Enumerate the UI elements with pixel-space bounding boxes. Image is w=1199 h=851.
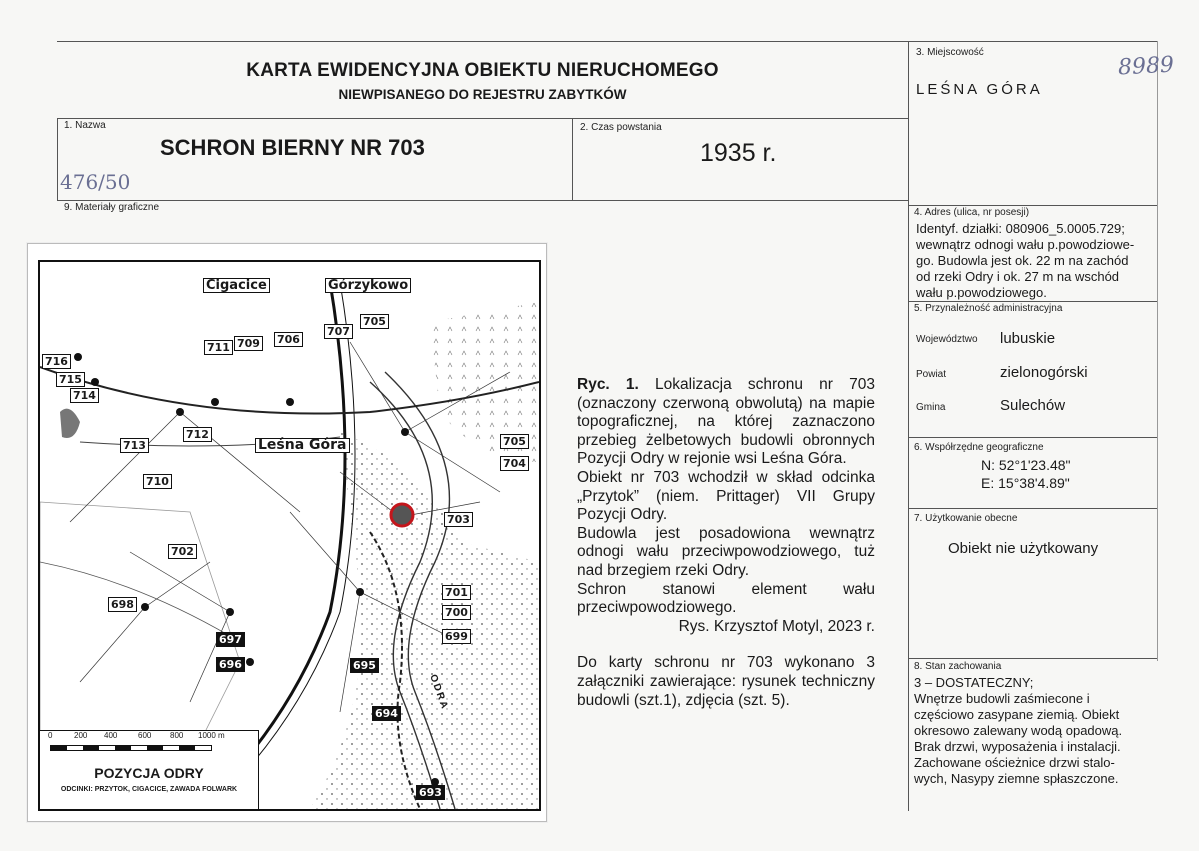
condition-line: częściowo zasypane ziemią. Obiekt <box>914 707 1120 722</box>
bunker-label-706: 706 <box>274 332 303 347</box>
address-line: wewnątrz odnogi wału p.powodziowe- <box>916 237 1135 252</box>
bunker-label-698: 698 <box>108 597 137 612</box>
bunker-label-699: 699 <box>442 629 471 644</box>
scale-tick: 800 <box>170 731 184 740</box>
bunker-label-705: 705 <box>500 434 529 449</box>
address-label: 4. Adres (ulica, nr posesji) <box>914 207 1030 218</box>
bunker-label-694: 694 <box>372 706 401 721</box>
object-name: SCHRON BIERNY NR 703 <box>160 135 425 160</box>
bunker-label-714: 714 <box>70 388 99 403</box>
caption-p3: Budowla jest posadowiona wewnątrz odnogi wału przeciwpowodziowego, tuż nad brzegiem rzeki Odry. <box>577 524 875 579</box>
coord-e: E: 15°38'4.89" <box>981 475 1070 491</box>
bunker-label-703: 703 <box>444 512 473 527</box>
bunker-label-706b: 705 <box>360 314 389 329</box>
bunker-label-716: 716 <box>42 354 71 369</box>
graphics-label: 9. Materiały graficzne <box>64 202 160 213</box>
county-value: zielonogórski <box>1000 364 1088 381</box>
bunker-label-715: 715 <box>56 372 85 387</box>
handwritten-reference: 476/50 <box>60 170 131 194</box>
usage-label: 7. Użytkowanie obecne <box>914 513 1018 524</box>
caption-p5: Do karty schronu nr 703 wykonano 3 załączniki zawierające: rysunek techniczny budowli (szt.1), zdjęcia (szt. 5). <box>577 654 875 709</box>
place-label-lesna-gora: Leśna Góra <box>255 438 350 453</box>
lake <box>60 409 80 438</box>
condition-text <box>914 675 1156 787</box>
address-line: wału p.powodziowego. <box>916 285 1047 300</box>
card-subtitle: NIEWPISANEGO DO REJESTRU ZABYTKÓW <box>338 87 627 102</box>
bunker-label-700: 700 <box>442 605 471 620</box>
caption-p1: Lokalizacja schronu nr 703 (oznaczony czerwoną obwolutą) na mapie topograficznej, na której zaznaczono przebieg żelbetowych budowli obronnych Pozycji Odry w rejonie wsi Leśna Góra. <box>577 376 875 468</box>
scale-tick: 0 <box>48 731 53 740</box>
bunker-label-712: 712 <box>183 427 212 442</box>
condition-label: 8. Stan zachowania <box>914 661 1002 672</box>
caption-p4: Schron stanowi element wału przeciwpowodziowego. <box>577 580 875 617</box>
bunker-label-695: 695 <box>350 658 379 673</box>
address-text <box>916 221 1156 301</box>
coord-n: N: 52°1'23.48" <box>981 457 1071 473</box>
scale-tick: 400 <box>104 731 118 740</box>
condition-line: wych, Nasypy ziemne spłaszczone. <box>914 771 1119 786</box>
road-3 <box>40 562 240 642</box>
commune-value: Sulechów <box>1000 397 1066 414</box>
locality-value: LEŚNA GÓRA <box>916 81 1043 98</box>
handwritten-catalog-number: 8989 <box>1117 52 1175 81</box>
place-label-gorzykowo: Górzykowo <box>325 278 411 293</box>
scale-bar <box>50 745 212 751</box>
scale-tick: 1000 m <box>198 731 225 740</box>
map-legend <box>40 730 259 810</box>
figure-caption <box>577 376 875 710</box>
bunker-label-711: 711 <box>204 340 233 355</box>
bunker-label-702: 702 <box>168 544 197 559</box>
bunker-label-697: 697 <box>216 632 245 647</box>
bunker-label-713: 713 <box>120 438 149 453</box>
condition-line: Zachowane ościeżnice drzwi stalo- <box>914 755 1115 770</box>
address-line: od rzeki Odry i ok. 27 m na wschód <box>916 269 1120 284</box>
card-title: KARTA EWIDENCYJNA OBIEKTU NIERUCHOMEGO <box>246 60 719 81</box>
condition-line: Brak drzwi, wyposażenia i instalacji. <box>914 739 1121 754</box>
commune-label: Gmina <box>916 402 946 413</box>
caption-credit: Rys. Krzysztof Motyl, 2023 r. <box>678 617 875 635</box>
voivodeship-label: Województwo <box>916 334 978 345</box>
coords-label: 6. Współrzędne geograficzne <box>914 442 1044 453</box>
figure-number: Ryc. 1. <box>577 376 639 393</box>
voivodeship-value: lubuskie <box>1000 330 1056 347</box>
address-line: go. Budowla jest ok. 22 m na zachód <box>916 253 1129 268</box>
period-label: 2. Czas powstania <box>580 122 662 133</box>
condition-line: okresowo zalewany wodą opadową. <box>914 723 1123 738</box>
locality-label: 3. Miejscowość <box>916 47 984 58</box>
admin-label: 5. Przynależność administracyjna <box>914 303 1063 314</box>
river-label: ODRA <box>427 673 451 712</box>
place-label-cigacice: Cigacice <box>203 278 270 293</box>
bunker-label-693: 693 <box>416 785 445 800</box>
condition-grade: 3 – DOSTATECZNY; <box>914 675 1034 690</box>
caption-p2: Obiekt nr 703 wchodził w skład odcinka „Przytok” (niem. Prittager) VII Grupy Pozycji Odry. <box>577 468 875 524</box>
bunker-label-704: 704 <box>500 456 529 471</box>
bunker-label-710: 710 <box>143 474 172 489</box>
period-value: 1935 r. <box>700 139 777 167</box>
county-label: Powiat <box>916 369 947 380</box>
scale-tick: 600 <box>138 731 152 740</box>
scale-tick: 200 <box>74 731 88 740</box>
name-label: 1. Nazwa <box>64 120 106 131</box>
bunker-label-701: 701 <box>442 585 471 600</box>
address-line: Identyf. działki: 080906_5.0005.729; <box>916 221 1125 236</box>
bunker-label-707: 707 <box>324 324 353 339</box>
bunker-label-709: 709 <box>234 336 263 351</box>
usage-value: Obiekt nie użytkowany <box>948 540 1099 557</box>
map-frame <box>38 260 541 811</box>
condition-line: Wnętrze budowli zaśmiecone i <box>914 691 1090 706</box>
bunker-label-696: 696 <box>216 657 245 672</box>
legend-subtitle: ODCINKI: PRZYTOK, CIGACICE, ZAWADA FOLWARK <box>60 786 238 793</box>
legend-title: POZYCJA ODRY <box>94 765 204 781</box>
bunker-703-highlight <box>391 504 413 526</box>
